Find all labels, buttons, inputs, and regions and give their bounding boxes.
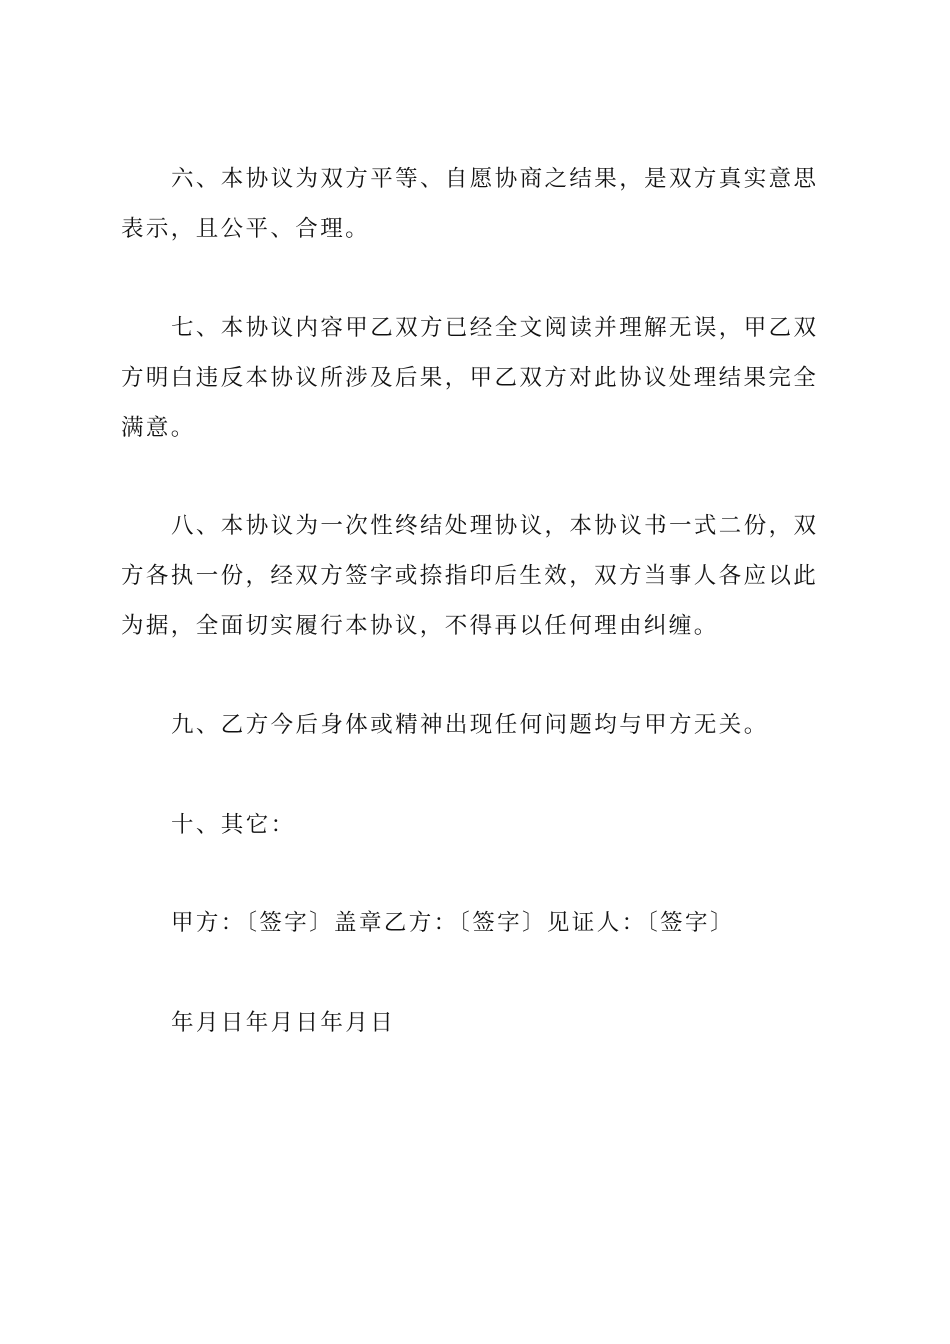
clause-ten: 十、其它：: [171, 812, 296, 838]
clause-seven: 七、本协议内容甲乙双方已经全文阅读并理解无误，甲乙双方明白违反本协议所涉及后果，甲乙双方对此协议处理结果完全满意。: [121, 315, 819, 441]
clause-nine: 九、乙方今后身体或精神出现任何问题均与甲方无关。: [171, 712, 769, 738]
signature-line: 甲方：〔签字〕盖章乙方：〔签字〕见证人：〔签字〕: [171, 910, 735, 936]
date-line: 年月日年月日年月日: [171, 1010, 396, 1036]
clause-six: 六、本协议为双方平等、自愿协商之结果，是双方真实意思表示，且公平、合理。: [121, 166, 819, 242]
clause-eight: 八、本协议为一次性终结处理协议，本协议书一式二份，双方各执一份，经双方签字或捺指印后生效，双方当事人各应以此为据，全面切实履行本协议，不得再以任何理由纠缠。: [121, 513, 819, 639]
